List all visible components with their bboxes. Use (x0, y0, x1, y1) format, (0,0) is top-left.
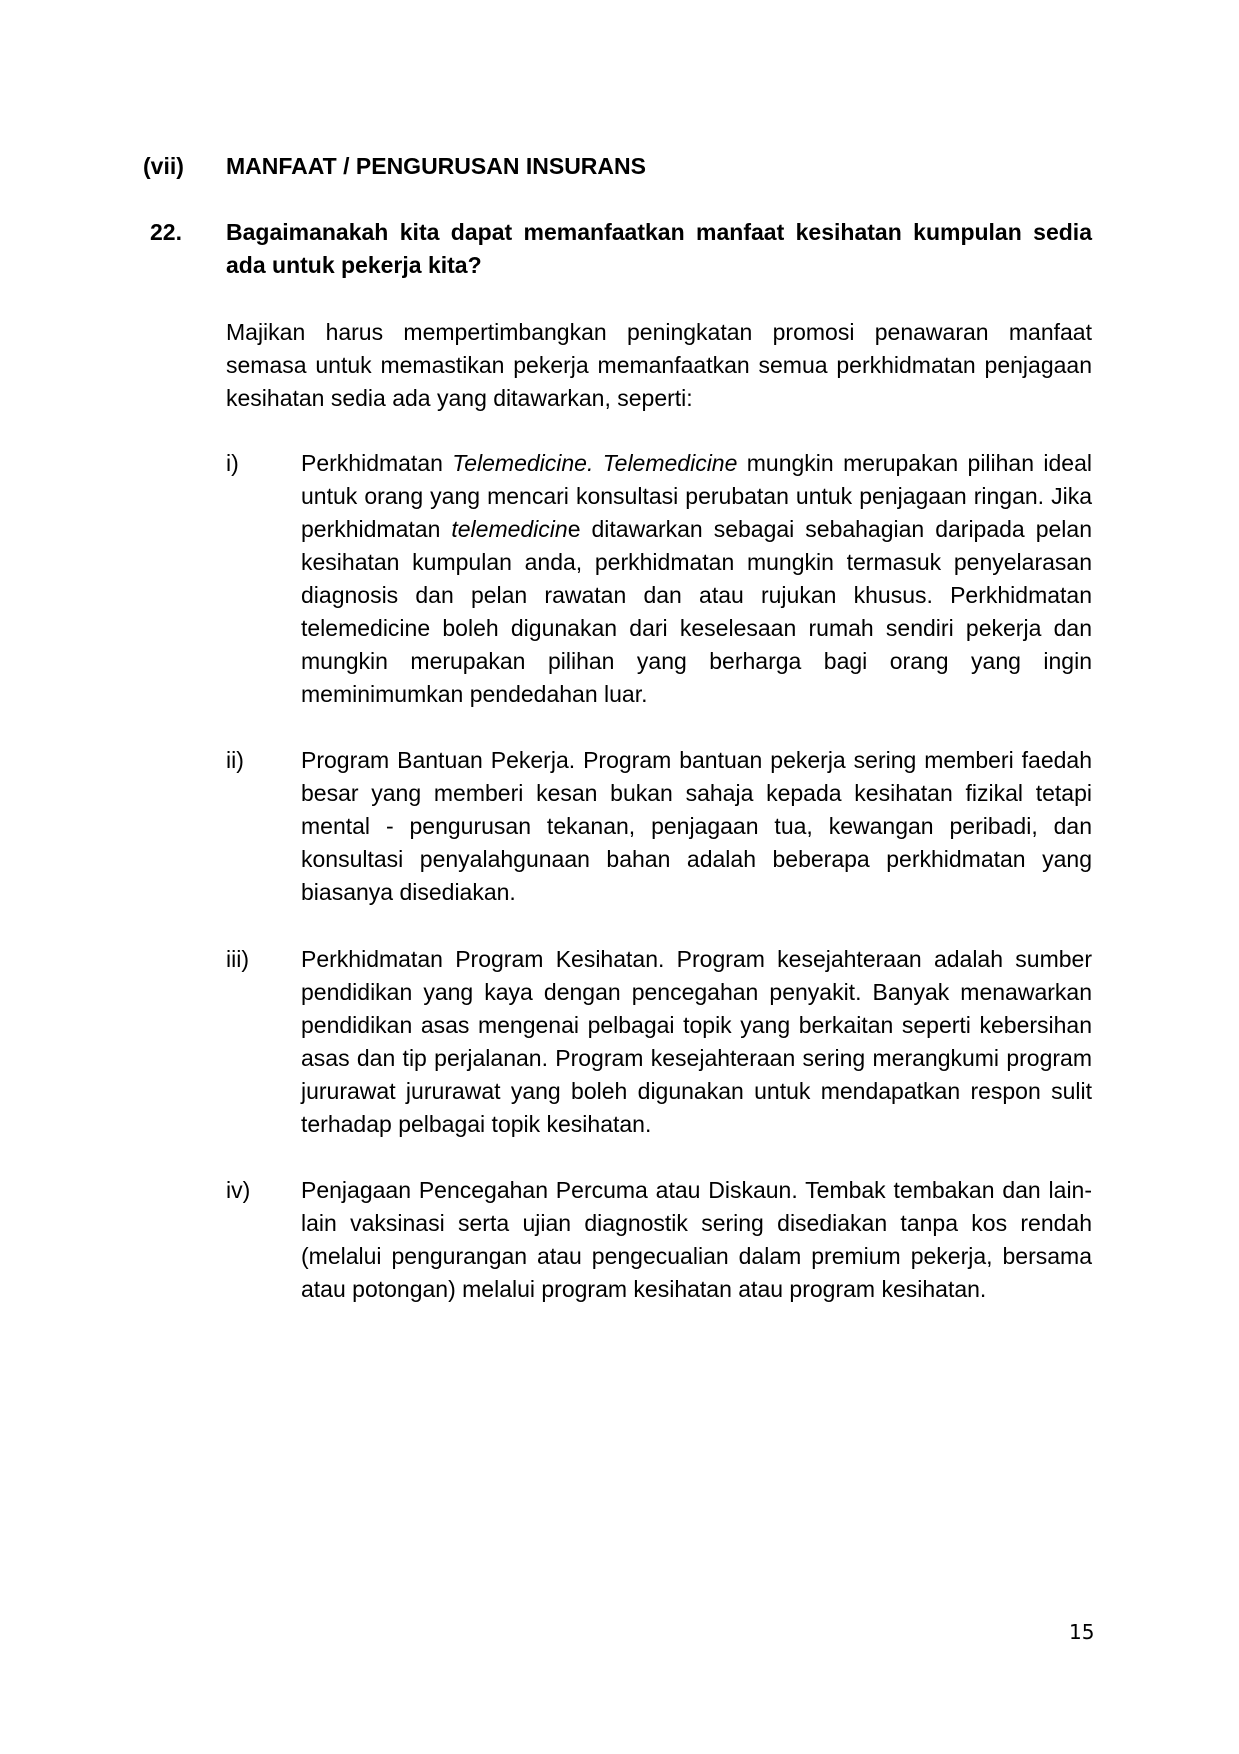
list-item-preventive-care (226, 1174, 1092, 1306)
section-heading (143, 150, 646, 183)
benefit-list (226, 447, 1092, 1306)
list-item-text: Penjagaan Pencegahan Percuma atau Diskaun. Tembak tembakan dan lain-lain vaksinasi serta ujian diagnostik sering disediakan tanpa kos rendah (melalui pengurangan atau pengecualian dalam premium pekerja, bersama atau potongan) melalui program kesihatan atau program kesihatan. (301, 1177, 1092, 1302)
italic-term: Telemedicine. Telemedicine (452, 450, 738, 476)
intro-paragraph: Majikan harus mempertimbangkan peningkatan promosi penawaran manfaat semasa untuk memastikan pekerja memanfaatkan semua perkhidmatan penjagaan kesihatan sedia ada yang ditawarkan, seperti: (226, 319, 1092, 411)
question-number: 22. (150, 219, 182, 245)
list-marker: i) (226, 450, 239, 476)
list-item-telemedicine (226, 447, 1092, 711)
text-run: mungkin merupakan pilihan ideal untuk orang yang mencari konsultasi perubatan untuk penjagaan ringan. Jika perkhidmatan (301, 450, 1092, 542)
list-marker: iii) (226, 946, 249, 972)
italic-term: telemedicin (451, 516, 568, 542)
question-text: Bagaimanakah kita dapat memanfaatkan manfaat kesihatan kumpulan sedia ada untuk pekerja kita? (226, 219, 1092, 278)
list-marker: ii) (226, 747, 244, 773)
section-number: (vii) (143, 153, 184, 179)
list-item-text (301, 447, 1092, 711)
list-item-text: Program Bantuan Pekerja. Program bantuan pekerja sering memberi faedah besar yang memberi kesan bukan sahaja kepada kesihatan fizikal tetapi mental - pengurusan tekanan, penjagaan tua, kewangan peribadi, dan konsultasi penyalahgunaan bahan adalah beberapa perkhidmatan yang biasanya disediakan. (301, 747, 1092, 905)
list-item-wellness-program (226, 943, 1092, 1141)
list-item-employee-assistance (226, 744, 1092, 909)
text-run: Perkhidmatan (301, 450, 453, 476)
list-marker: iv) (226, 1177, 251, 1203)
section-title: MANFAAT / PENGURUSAN INSURANS (226, 153, 646, 179)
list-item-text: Perkhidmatan Program Kesihatan. Program kesejahteraan adalah sumber pendidikan yang kaya dengan pencegahan penyakit. Banyak menawarkan pendidikan asas mengenai pelbagai topik yang berkaitan seperti kebersihan asas dan tip perjalanan. Program kesejahteraan sering merangkumi program jururawat jururawat yang boleh digunakan untuk mendapatkan respon sulit terhadap pelbagai topik kesihatan. (301, 946, 1092, 1137)
page-number: 15 (1069, 1620, 1095, 1644)
question-block (150, 216, 1092, 282)
text-run: e ditawarkan sebagai sebahagian daripada pelan kesihatan kumpulan anda, perkhidmatan mungkin termasuk penyelarasan diagnosis dan pelan rawatan dan atau rujukan khusus. Perkhidmatan telemedicine boleh digunakan dari keselesaan rumah sendiri pekerja dan mungkin merupakan pilihan yang berharga bagi orang yang ingin meminimumkan pendedahan luar. (301, 516, 1092, 707)
